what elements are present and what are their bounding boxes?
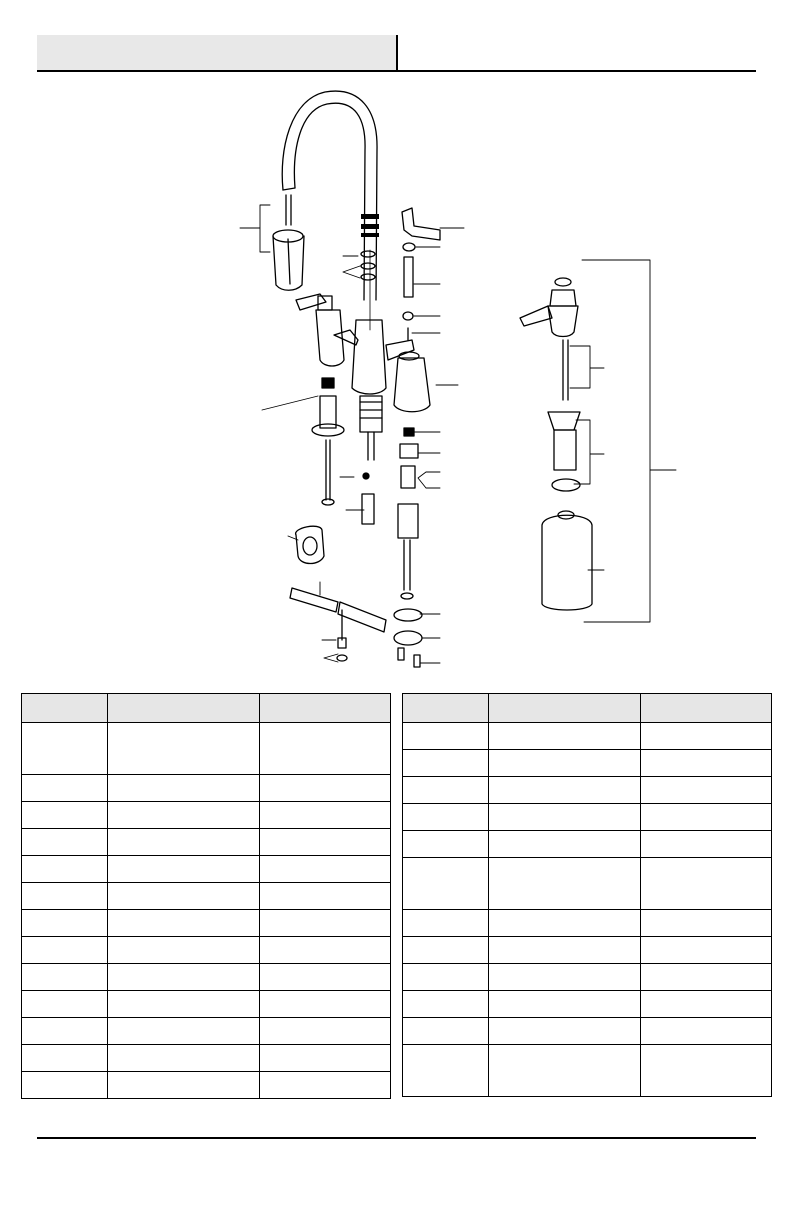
table-row — [403, 750, 772, 777]
table-cell — [489, 937, 641, 964]
left-valve-assembly — [312, 378, 344, 505]
table-cell — [260, 1072, 391, 1099]
table-cell — [489, 723, 641, 750]
table-row — [22, 1045, 391, 1072]
table-row — [403, 858, 772, 910]
table-row — [22, 802, 391, 829]
table-cell — [489, 777, 641, 804]
table-cell — [260, 802, 391, 829]
table-cell — [403, 991, 489, 1018]
table-cell — [260, 1018, 391, 1045]
table-row — [403, 964, 772, 991]
table-cell — [22, 1045, 108, 1072]
right-handle-top — [402, 208, 440, 340]
table-cell — [22, 856, 108, 883]
hose-clip — [296, 526, 324, 563]
table-row — [22, 910, 391, 937]
table-cell — [641, 804, 772, 831]
table-cell — [489, 858, 641, 910]
table-cell — [489, 804, 641, 831]
table-cell — [489, 1045, 641, 1097]
table-cell — [22, 723, 108, 775]
mounting-hardware — [394, 609, 422, 667]
column-header — [260, 694, 391, 723]
table-row — [403, 777, 772, 804]
table-row — [22, 964, 391, 991]
column-header — [641, 694, 772, 723]
table-cell — [641, 831, 772, 858]
table-cell — [403, 1045, 489, 1097]
table-row — [22, 723, 391, 775]
table-row — [403, 991, 772, 1018]
table-row — [403, 831, 772, 858]
spout-assembly — [282, 91, 379, 330]
parts-table-right — [402, 693, 772, 1097]
footer-rule — [37, 1137, 756, 1139]
table-cell — [403, 910, 489, 937]
table-cell — [260, 775, 391, 802]
table-cell — [22, 883, 108, 910]
table-cell — [108, 723, 260, 775]
spray-head — [273, 195, 304, 290]
table-row — [22, 775, 391, 802]
table-cell — [403, 858, 489, 910]
supply-tube — [290, 588, 386, 661]
table-cell — [22, 802, 108, 829]
table-cell — [641, 937, 772, 964]
table-cell — [403, 777, 489, 804]
table-cell — [403, 723, 489, 750]
table-cell — [260, 883, 391, 910]
table-row — [22, 991, 391, 1018]
table-cell — [260, 856, 391, 883]
column-header — [489, 694, 641, 723]
table-cell — [108, 856, 260, 883]
column-header — [22, 694, 108, 723]
table-row — [403, 804, 772, 831]
right-valve-body — [394, 352, 430, 412]
table-cell — [641, 910, 772, 937]
table-cell — [260, 1045, 391, 1072]
table-cell — [108, 1072, 260, 1099]
table-cell — [108, 910, 260, 937]
table-cell — [641, 964, 772, 991]
table-cell — [108, 1018, 260, 1045]
table-cell — [489, 910, 641, 937]
table-row — [22, 1072, 391, 1099]
table-cell — [22, 775, 108, 802]
table-cell — [260, 937, 391, 964]
table-row — [403, 910, 772, 937]
table-row — [22, 1018, 391, 1045]
table-cell — [489, 1018, 641, 1045]
table-row — [22, 883, 391, 910]
table-cell — [641, 1045, 772, 1097]
center-shank-assembly — [360, 396, 382, 524]
table-cell — [641, 1018, 772, 1045]
center-spout-base — [334, 320, 414, 394]
table-cell — [108, 775, 260, 802]
table-cell — [260, 964, 391, 991]
table-cell — [403, 750, 489, 777]
table-cell — [108, 829, 260, 856]
right-valve-assembly — [398, 428, 418, 599]
table-cell — [403, 937, 489, 964]
table-cell — [108, 991, 260, 1018]
table-row — [403, 1045, 772, 1097]
table-cell — [489, 750, 641, 777]
table-cell — [260, 910, 391, 937]
leader-lines — [240, 205, 676, 663]
table-cell — [260, 991, 391, 1018]
table-row — [22, 856, 391, 883]
table-cell — [403, 964, 489, 991]
table-cell — [641, 723, 772, 750]
table-cell — [403, 804, 489, 831]
table-cell — [22, 910, 108, 937]
table-cell — [22, 937, 108, 964]
table-cell — [22, 1072, 108, 1099]
column-header — [108, 694, 260, 723]
spout-rings — [361, 251, 375, 280]
table-header-row — [22, 694, 391, 723]
table-cell — [22, 964, 108, 991]
table-row — [403, 937, 772, 964]
left-handle — [296, 294, 344, 366]
table-cell — [108, 937, 260, 964]
table-cell — [489, 831, 641, 858]
table-cell — [108, 1045, 260, 1072]
table-cell — [260, 829, 391, 856]
column-header — [403, 694, 489, 723]
table-cell — [108, 964, 260, 991]
table-row — [403, 723, 772, 750]
table-cell — [260, 723, 391, 775]
table-row — [22, 937, 391, 964]
table-cell — [489, 964, 641, 991]
table-header-row — [403, 694, 772, 723]
parts-table-left — [21, 693, 391, 1099]
table-cell — [641, 777, 772, 804]
table-cell — [403, 831, 489, 858]
table-row — [403, 1018, 772, 1045]
table-cell — [108, 802, 260, 829]
soap-dispenser — [520, 278, 592, 610]
table-cell — [22, 829, 108, 856]
table-cell — [22, 1018, 108, 1045]
table-cell — [489, 991, 641, 1018]
table-cell — [641, 991, 772, 1018]
table-cell — [22, 991, 108, 1018]
table-cell — [641, 858, 772, 910]
table-row — [22, 829, 391, 856]
table-cell — [108, 883, 260, 910]
table-cell — [403, 1018, 489, 1045]
table-cell — [641, 750, 772, 777]
